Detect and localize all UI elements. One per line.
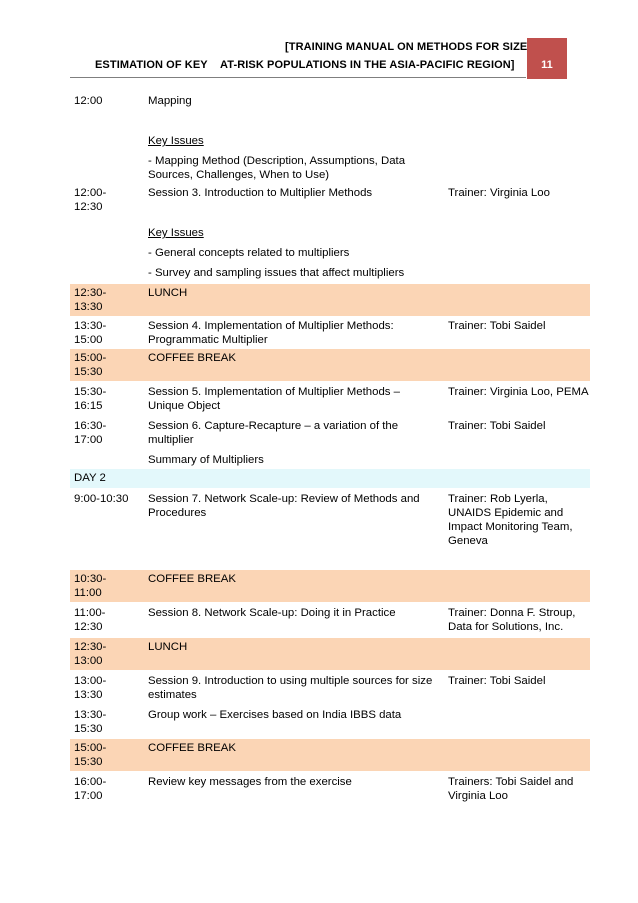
table-row [70,92,590,132]
page-number: 11 [541,59,553,71]
time-cell: 15:30- 16:15 [74,386,107,412]
header-title-line2-right: AT-RISK POPULATIONS IN THE ASIA-PACIFIC REGION] [220,59,515,71]
table-row [70,451,590,468]
session-cell: Session 8. Network Scale-up: Doing it in Practice [148,607,396,619]
time-cell: 15:00- 15:30 [74,352,107,378]
table-row [70,264,590,284]
table-row-lunch [70,638,590,670]
time-cell: 10:30- 11:00 [74,573,107,599]
table-row-coffee-break [70,349,590,381]
time-cell: 13:30- 15:00 [74,320,107,346]
table-row [70,672,590,706]
session-cell: Session 4. Implementation of Multiplier Methods: Programmatic Multiplier [148,320,394,346]
session-cell: Review key messages from the exercise [148,776,352,788]
session-cell: Summary of Multipliers [148,454,264,466]
session-cell: COFFEE BREAK [148,573,236,585]
session-cell: Session 9. Introduction to using multiple sources for size estimates [148,675,433,701]
session-cell: Session 3. Introduction to Multiplier Methods [148,187,373,199]
table-row [70,184,590,224]
session-cell: Group work – Exercises based on India IBBS data [148,709,402,721]
table-row [70,152,590,184]
trainer-cell: Trainer: Tobi Saidel [448,420,546,432]
header-title-line1: [TRAINING MANUAL ON METHODS FOR SIZE [285,41,528,53]
session-cell: - Survey and sampling issues that affect multipliers [148,267,405,279]
page-header [0,0,638,80]
table-row-coffee-break [70,739,590,771]
session-cell: COFFEE BREAK [148,352,236,364]
time-cell: 13:00- 13:30 [74,675,107,701]
time-cell: 15:00- 15:30 [74,742,107,768]
time-cell: 11:00- 12:30 [74,607,106,633]
table-row [70,244,590,264]
table-row [70,604,590,637]
table-row-lunch [70,284,590,316]
table-row [70,224,590,244]
time-cell: 16:30- 17:00 [74,420,107,446]
time-cell: 12:00- 12:30 [74,187,107,213]
key-issues-heading: Key Issues [148,227,204,239]
session-cell: Session 7. Network Scale-up: Review of Methods and Procedures [148,493,420,519]
trainer-cell: Trainer: Tobi Saidel [448,675,546,687]
time-cell: 12:30- 13:30 [74,287,107,313]
trainer-cell: Trainer: Tobi Saidel [448,320,546,332]
time-cell: 13:30- 15:30 [74,709,107,735]
page-number-box [527,38,567,79]
day-label: DAY 2 [74,472,106,484]
session-cell: Session 6. Capture-Recapture – a variation of the multiplier [148,420,399,446]
time-cell: 12:00 [74,95,103,107]
session-cell: Session 5. Implementation of Multiplier Methods – Unique Object [148,386,400,412]
time-cell: 12:30- 13:00 [74,641,107,667]
trainer-cell: Trainer: Virginia Loo, PEMA [448,386,589,398]
table-row [70,132,590,152]
header-rule [70,77,526,78]
table-row [70,383,590,417]
session-cell: COFFEE BREAK [148,742,236,754]
table-row [70,706,590,739]
header-title-line2-left: ESTIMATION OF KEY [95,59,208,71]
session-cell: - General concepts related to multipliers [148,247,350,259]
session-cell: - Mapping Method (Description, Assumptions, Data Sources, Challenges, When to Use) [148,155,406,181]
trainer-cell: Trainer: Donna F. Stroup, Data for Solutions, Inc. [448,607,576,633]
key-issues-heading: Key Issues [148,135,204,147]
table-row-day-heading [70,469,590,488]
trainer-cell: Trainer: Rob Lyerla, UNAIDS Epidemic and Impact Monitoring Team, Geneva [448,493,573,547]
time-cell: 9:00-10:30 [74,493,129,505]
trainer-cell: Trainers: Tobi Saidel and Virginia Loo [448,776,574,802]
table-row-coffee-break [70,570,590,602]
session-cell: LUNCH [148,641,188,653]
trainer-cell: Trainer: Virginia Loo [448,187,550,199]
table-row [70,417,590,451]
table-row [70,317,590,348]
time-cell: 16:00- 17:00 [74,776,107,802]
table-row [70,490,590,570]
session-cell: LUNCH [148,287,188,299]
table-row [70,773,590,813]
session-cell: Mapping [148,95,192,107]
